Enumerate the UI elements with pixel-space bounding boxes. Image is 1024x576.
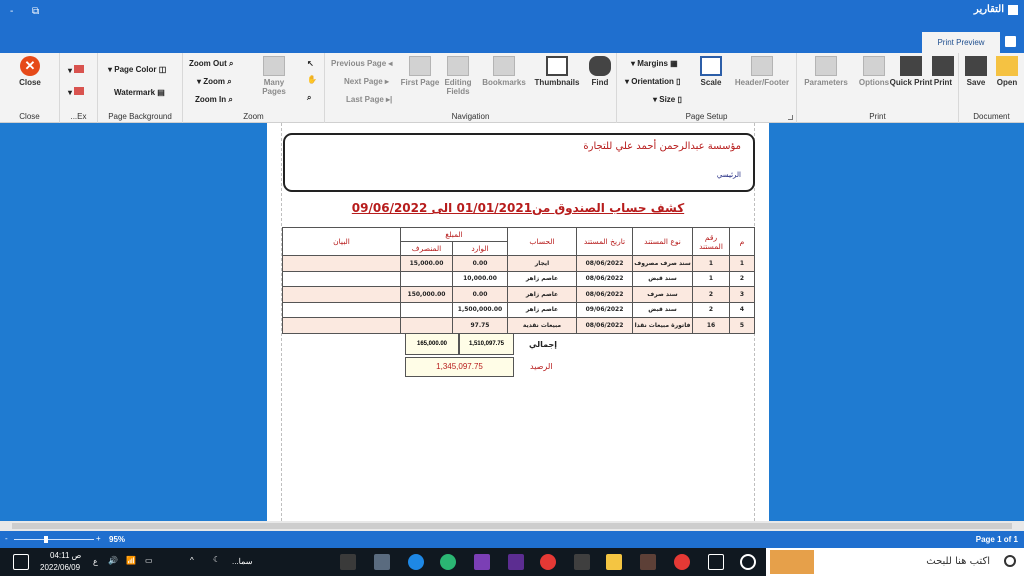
- search-highlight-icon: [770, 550, 814, 574]
- header-footer-icon: [751, 56, 773, 76]
- quick-print-label: Quick Print: [889, 78, 933, 87]
- cell-doc-no: 16: [693, 318, 730, 334]
- next-page-button[interactable]: Next Page ▸: [344, 77, 389, 86]
- page-color-label: Page Color: [114, 65, 157, 74]
- clock-date[interactable]: 2022/06/09: [40, 563, 81, 572]
- magnifier-icon[interactable]: ⌕: [307, 93, 312, 102]
- parameters-label: Parameters: [804, 78, 848, 87]
- size-button[interactable]: ▾ Size ▯: [653, 95, 682, 104]
- watermark-button[interactable]: Watermark ▤: [114, 88, 165, 97]
- cell-statement: [283, 256, 401, 272]
- editing-fields-button[interactable]: [436, 56, 480, 96]
- cell-m: 1: [730, 256, 755, 272]
- weather-text[interactable]: سما...: [232, 557, 253, 566]
- cell-outgoing: [401, 318, 453, 334]
- scale-button[interactable]: [689, 56, 733, 87]
- group-document: [959, 53, 1024, 123]
- col-header-m: م: [730, 228, 755, 256]
- col-header-incoming: الوارد: [453, 242, 508, 256]
- group-page-setup: [617, 53, 797, 123]
- cell-doc-date: 09/06/2022: [577, 302, 633, 318]
- table-row: [283, 271, 755, 287]
- page-margins: [281, 123, 755, 521]
- cell-account: مبيعات نقدية: [508, 318, 577, 334]
- bookmarks-label: Bookmarks: [482, 78, 526, 87]
- cell-doc-type: سند صرف مصروف: [633, 256, 693, 272]
- options-label: Options: [858, 78, 890, 87]
- search-input[interactable]: اكتب هنا للبحث: [926, 556, 990, 567]
- many-pages-button[interactable]: [251, 56, 297, 96]
- cell-incoming: 0.00: [453, 287, 508, 303]
- window-title-text: التقارير: [973, 4, 1004, 15]
- group-export: [60, 53, 98, 123]
- report-title: كشف حساب الصندوق من01/01/2021 الى 09/06/2022: [351, 201, 685, 215]
- report-header-box: [283, 133, 755, 192]
- table-row: [283, 318, 755, 334]
- cell-outgoing: 15,000.00: [401, 256, 453, 272]
- print-label: Print: [933, 78, 953, 87]
- cell-m: 4: [730, 302, 755, 318]
- find-label: Find: [591, 78, 609, 87]
- col-header-account: الحساب: [508, 228, 577, 256]
- status-bar: [0, 531, 1024, 548]
- cell-m: 2: [730, 271, 755, 287]
- zoom-in-label: Zoom In: [195, 95, 227, 104]
- volume-icon[interactable]: 🔊: [108, 556, 118, 565]
- thumbnails-button[interactable]: [532, 56, 582, 87]
- cell-outgoing: [401, 302, 453, 318]
- cell-account: عاصم زاهر: [508, 302, 577, 318]
- zoom-button[interactable]: ▾ Zoom ⌕: [197, 77, 232, 86]
- close-icon: ✕: [20, 56, 40, 76]
- help-icon[interactable]: [1005, 36, 1016, 47]
- cell-outgoing: [401, 271, 453, 287]
- thumbnails-label: Thumbnails: [534, 78, 580, 87]
- cell-incoming: 10,000.00: [453, 271, 508, 287]
- search-box[interactable]: [766, 548, 1024, 576]
- clock-time[interactable]: 04:11 ص: [50, 551, 82, 560]
- branch-name: الرئيسي: [716, 171, 741, 179]
- cell-doc-type: سند قبض: [633, 271, 693, 287]
- visual-studio-icon[interactable]: [474, 554, 490, 570]
- printer-icon: [932, 56, 954, 76]
- chrome-icon[interactable]: [540, 554, 556, 570]
- file-explorer-icon[interactable]: [606, 554, 622, 570]
- group-label-close: Close: [19, 112, 40, 121]
- header-footer-button[interactable]: [729, 56, 795, 87]
- calculator-icon[interactable]: [374, 554, 390, 570]
- group-label-print: Print: [869, 112, 886, 121]
- app-icon: [1008, 5, 1018, 15]
- folder-icon: [996, 56, 1018, 76]
- margins-button[interactable]: ▾ Margins ▦: [631, 59, 678, 68]
- zoom-level: 95%: [109, 535, 126, 544]
- cell-account: عاصم زاهر: [508, 271, 577, 287]
- many-pages-icon: [263, 56, 285, 76]
- zoom-slider-track[interactable]: [14, 539, 94, 540]
- battery-icon[interactable]: ▭: [145, 556, 153, 565]
- zoom-label: Zoom: [203, 77, 226, 86]
- page-info: Page 1 of 1: [975, 535, 1018, 544]
- table-row: [283, 256, 755, 272]
- minimize-button[interactable]: -: [10, 6, 14, 17]
- col-header-outgoing: المنصرف: [401, 242, 453, 256]
- group-page-background: [98, 53, 183, 123]
- cell-doc-date: 08/06/2022: [577, 318, 633, 334]
- zoom-plus-button[interactable]: +: [96, 534, 101, 543]
- zoom-slider-thumb[interactable]: [44, 536, 48, 543]
- hand-tool-icon[interactable]: ✋: [307, 75, 317, 84]
- cell-m: 5: [730, 318, 755, 334]
- first-page-icon: [409, 56, 431, 76]
- export-button[interactable]: ▾: [68, 65, 84, 75]
- group-label-page-setup: Page Setup: [685, 112, 728, 121]
- group-label-zoom: Zoom: [243, 112, 264, 121]
- zoom-minus-button[interactable]: -: [5, 534, 8, 543]
- watermark-label: Watermark: [114, 88, 156, 97]
- zoom-out-label: Zoom Out: [189, 59, 227, 68]
- app-running-icon[interactable]: [340, 554, 356, 570]
- col-header-statement: البيان: [283, 228, 401, 256]
- cell-statement: [283, 318, 401, 334]
- margins-label: Margins: [637, 59, 668, 68]
- cell-doc-no: 1: [693, 256, 730, 272]
- editing-fields-label: Editing Fields: [444, 78, 472, 96]
- first-page-label: First Page: [400, 78, 440, 87]
- window-title: [974, 4, 1018, 15]
- group-label-ex: ...Ex: [70, 112, 87, 121]
- zoom-out-icon: ⌕: [229, 59, 234, 68]
- cell-doc-type: فاتورة مبيعات نقدا: [633, 318, 693, 334]
- previous-page-label: Previous Page: [331, 59, 387, 68]
- table-row: [283, 302, 755, 318]
- cell-doc-date: 08/06/2022: [577, 287, 633, 303]
- find-button[interactable]: [578, 56, 622, 87]
- export-icon: [74, 65, 84, 73]
- col-header-amount: المبلغ: [401, 228, 508, 242]
- total-outgoing: 165,000.00: [405, 333, 459, 355]
- total-incoming: 1,510,097.75: [459, 333, 514, 355]
- group-label-document: Document: [973, 112, 1010, 121]
- zoom-in-icon: ⌕: [228, 95, 233, 104]
- col-header-doc-no: رقم المستند: [693, 228, 730, 256]
- save-label: Save: [966, 78, 986, 87]
- cell-doc-date: 08/06/2022: [577, 256, 633, 272]
- cell-doc-type: سند قبض: [633, 302, 693, 318]
- preview-workspace[interactable]: [0, 123, 1024, 521]
- total-label: إجمالي: [529, 340, 557, 349]
- cell-doc-type: سند صرف: [633, 287, 693, 303]
- binoculars-icon: [589, 56, 611, 76]
- options-icon: [863, 56, 885, 76]
- cell-doc-no: 2: [693, 302, 730, 318]
- scale-label: Scale: [700, 78, 722, 87]
- close-button[interactable]: [8, 56, 52, 87]
- taskbar: [0, 548, 1024, 576]
- col-header-doc-date: تاريخ المستند: [577, 228, 633, 256]
- notification-icon[interactable]: [13, 554, 29, 570]
- cell-statement: [283, 271, 401, 287]
- pinned-app-icon[interactable]: [674, 554, 690, 570]
- open-button[interactable]: [985, 56, 1024, 87]
- parameters-icon: [815, 56, 837, 76]
- report-table: [282, 227, 755, 334]
- company-name: مؤسسة عبدالرحمن أحمد علي للتجارة: [583, 141, 741, 152]
- open-label: Open: [996, 78, 1018, 87]
- group-print: [797, 53, 959, 123]
- language-indicator[interactable]: ع: [93, 557, 98, 566]
- cell-outgoing: 150,000.00: [401, 287, 453, 303]
- zoom-icon: ⌕: [227, 77, 232, 86]
- balance-label: الرصيد: [530, 362, 553, 371]
- group-label-navigation: Navigation: [451, 112, 490, 121]
- pointer-icon[interactable]: ↖: [307, 59, 314, 68]
- edge-icon[interactable]: [440, 554, 456, 570]
- restore-button[interactable]: ⧉: [32, 6, 40, 17]
- cell-doc-date: 08/06/2022: [577, 271, 633, 287]
- scrollbar-thumb[interactable]: [12, 523, 1012, 529]
- balance-value: 1,345,097.75: [405, 357, 514, 377]
- cell-account: عاصم زاهر: [508, 287, 577, 303]
- network-icon[interactable]: 📶: [126, 556, 136, 565]
- last-page-button[interactable]: Last Page ▸|: [346, 95, 393, 104]
- quick-print-icon: [900, 56, 922, 76]
- teamviewer-icon[interactable]: [408, 554, 424, 570]
- size-label: Size: [659, 95, 676, 104]
- ribbon-tab-row: [0, 30, 1024, 53]
- parameters-button[interactable]: [799, 56, 853, 87]
- app-icon-8[interactable]: [574, 554, 590, 570]
- cell-incoming: 97.75: [453, 318, 508, 334]
- send-button[interactable]: ▾: [68, 87, 84, 97]
- last-page-label: Last Page: [346, 95, 384, 104]
- col-header-doc-type: نوع المستند: [633, 228, 693, 256]
- cell-statement: [283, 302, 401, 318]
- group-zoom: [183, 53, 325, 123]
- page-color-button[interactable]: ▾ Page Color ◫: [108, 65, 167, 74]
- search-icon: [1004, 555, 1016, 567]
- scale-icon: [700, 56, 722, 76]
- horizontal-scrollbar[interactable]: [0, 521, 1024, 531]
- cell-statement: [283, 287, 401, 303]
- thumbnails-icon: [546, 56, 568, 76]
- task-view-icon[interactable]: [708, 554, 724, 570]
- zoom-in-button[interactable]: [195, 95, 233, 105]
- orientation-label: Orientation: [631, 77, 674, 86]
- cell-m: 3: [730, 287, 755, 303]
- visual-studio-2-icon[interactable]: [508, 554, 524, 570]
- bookmarks-icon: [493, 56, 515, 76]
- cortana-icon[interactable]: [740, 554, 756, 570]
- save-icon: [965, 56, 987, 76]
- send-icon: [74, 87, 84, 95]
- cell-account: ايجار: [508, 256, 577, 272]
- group-close: [0, 53, 60, 123]
- next-page-label: Next Page: [344, 77, 383, 86]
- report-page: [267, 123, 769, 521]
- header-footer-label: Header/Footer: [734, 78, 790, 87]
- tab-print-preview[interactable]: Print Preview: [922, 32, 1000, 53]
- tools-icon[interactable]: [640, 554, 656, 570]
- bookmarks-button[interactable]: [479, 56, 529, 87]
- ribbon: [0, 53, 1024, 123]
- previous-page-button[interactable]: Previous Page ◂: [331, 59, 393, 68]
- cell-incoming: 1,500,000.00: [453, 302, 508, 318]
- many-pages-label: Many Pages: [262, 78, 286, 96]
- editing-fields-icon: [447, 56, 469, 76]
- cell-doc-no: 1: [693, 271, 730, 287]
- close-label: Close: [19, 78, 41, 87]
- table-row: [283, 287, 755, 303]
- cell-incoming: 0.00: [453, 256, 508, 272]
- title-bar: [0, 0, 1024, 30]
- zoom-out-button[interactable]: [189, 59, 234, 69]
- cell-doc-no: 2: [693, 287, 730, 303]
- group-label-page-background: Page Background: [108, 112, 172, 121]
- group-navigation: [325, 53, 617, 123]
- orientation-button[interactable]: ▾ Orientation ▯: [625, 77, 681, 86]
- show-hidden-icons-icon[interactable]: ^: [190, 556, 194, 565]
- weather-icon[interactable]: ☾: [213, 555, 221, 564]
